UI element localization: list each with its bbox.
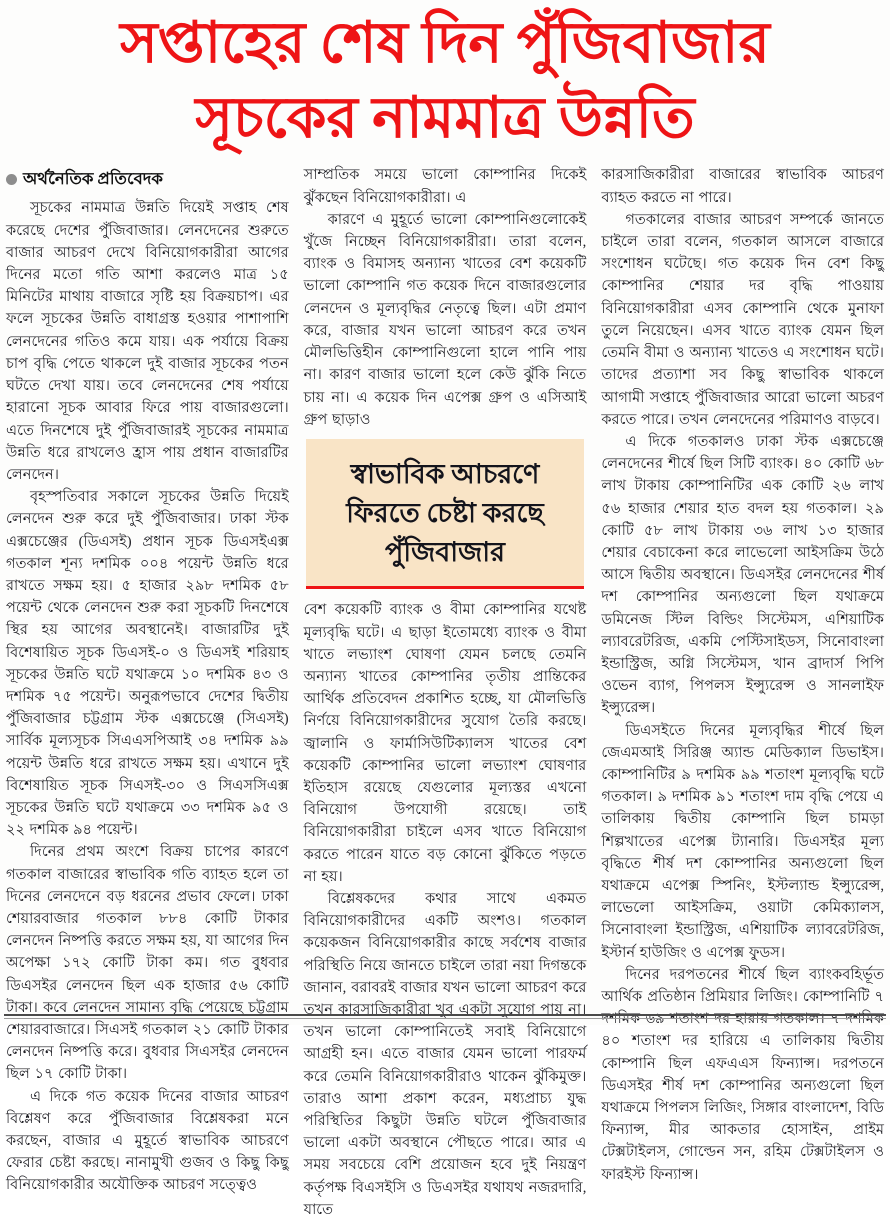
paragraph: দিনের প্রথম অংশে বিক্রয় চাপের কারণে গতকাল বাজারের স্বাভাবিক গতি ব্যাহত হলে তা দিনের লেনদেনে বড় ধরনের প্রভাব ফেলে। ঢাকা শেয়ারবাজার গতকাল ৮৮৪ কোটি টাকার লেনদেন নিষ্পত্তি করতে সক্ষম হয়, যা আগের দিন অপেক্ষা ১৭২ কোটি টাকা কম। গত বুধবার ডিএসইর লেনদেন ছিল এক হাজার ৫৬ কোটি টাকা। কবে লেনদেন সামান্য বৃদ্ধি পেয়েছে চট্টগ্রাম শেয়ারবাজারে। সিএসই গতকাল ২১ কোটি টাকার লেনদেন নিষ্পত্তি করে। বুধবার সিএসইর লেনদেন ছিল ১৭ কোটি টাকা। (6, 844, 289, 1083)
paragraph: কারণে এ মুহূর্তে ভালো কোম্পানিগুলোকেই খুঁজে নিচ্ছেন বিনিয়োগকারীরা। তারা বলেন, ব্যাংক ও বিমাসহ অন্যান্য খাতের বেশ কয়েকটি ভালো কোম্পানি গত কয়েক দিনে বাজারগুলোর লেনদেন ও মূল্যবৃদ্ধির নেতৃত্বে ছিল। এটা প্রমাণ করে, বাজার যখন ভালো আচরণ করে তখন মৌলভিত্তিহীন কোম্পানিগুলো হালে পানি পায় না। কারণ বাজার ভালো হলে কেউ ঝুঁকি নিতে চায় না। এ কয়েক দিন এপেক্স গ্রুপ ও এসিআই গ্রুপ ছাড়াও (303, 211, 587, 428)
paragraph: কারসাজিকারীরা বাজারের স্বাভাবিক আচরণ ব্যাহত করতে না পারে। (601, 167, 885, 206)
paragraph: সাম্প্রতিক সময়ে ভালো কোম্পানির দিকেই ঝুঁকছেন বিনিয়োগকারীরা। এ (303, 167, 587, 206)
headline-line-1: সপ্তাহের শেষ দিন পুঁজিবাজার (120, 12, 770, 75)
pull-quote-line-3: পুঁজিবাজার (385, 537, 505, 568)
article-column-2 (304, 164, 587, 1221)
pull-quote-line-1: স্বাভাবিক আচরণে (350, 458, 540, 489)
pull-quote-line-2: ফিরতে চেষ্টা করছে (346, 498, 544, 529)
bottom-divider (4, 1014, 886, 1019)
paragraph: এ দিকে গত কয়েক দিনের বাজার আচরণ বিশ্লেষণ করে পুঁজিবাজার বিশ্লেষকরা মনে করছেন, বাজার এ মুহূর্তে স্বাভাবিক আচরণে ফেরার চেষ্টা করছে। নানামুখী গুজব ও কিছু কিছু বিনিয়োগকারীর অযৌক্তিক আচরণ সত্ত্বেও (6, 1088, 289, 1194)
byline (6, 166, 289, 193)
headline-line-2: সূচকের নামমাত্র উন্নতি (195, 87, 695, 151)
pull-quote-box (306, 439, 585, 589)
article-body (0, 156, 890, 1221)
paragraph: বেশ কয়েকটি ব্যাংক ও বীমা কোম্পানির যথেষ্ট মূল্যবৃদ্ধি ঘটে। এ ছাড়া ইতোমধ্যে ব্যাংক ও বীমা খাতে লভ্যাংশ ঘোষণা যেমন চলছে তেমনি অন্যান্য খাতের কোম্পানির তৃতীয় প্রান্তিকের আর্থিক প্রতিবেদন প্রকাশিত হচ্ছে, যা মৌলভিত্তি নির্ণয়ে বিনিয়োগকারীদের সুযোগ তৈরি করছে। জ্বালানি ও ফার্মাসিউটিক্যালস খাতের বেশ কয়েকটি কোম্পানির ভালো লভ্যাংশ ঘোষণার ইতিহাস রয়েছে যেগুলোর মূল্যস্তর এখনো বিনিয়োগ উপযোগী রয়েছে। তাই বিনিয়োগকারীরা চাইলে এসব খাতে বিনিয়োগ করতে পারেন যাতে বড় কোনো ঝুঁকিতে পড়তে না হয়। (303, 602, 587, 885)
paragraph: এ দিকে গতকালও ঢাকা স্টক এক্সচেঞ্জে লেনদেনের শীর্ষে ছিল সিটি ব্যাংক। ৪০ কোটি ৬৮ লাখ টাকায় কোম্পানিটির এক কোটি ২৬ লাখ ৫৬ হাজার শেয়ার হাত বদল হয় গতকাল। ২৯ কোটি ৫৮ লাখ টাকায় ৩৬ লাখ ১৩ হাজার শেয়ার বেচাকেনা করে লাভেলো আইসক্রিম উঠে আসে দ্বিতীয় অবস্থানে। ডিএসইর লেনদেনের শীর্ষ দশ কোম্পানির অন্যগুলো ছিল যথাক্রমে ডমিনেজ স্টিল বিল্ডিং সিস্টেমস, এশিয়াটিক ল্যাবরেটরিজ, একমি পেস্টিসাইডস, সিনোবাংলা ইন্ডাস্ট্রিজ, অগ্নি সিস্টেমস, খান ব্রাদার্স পিপি ওভেন ব্যাগ, পিপলস ইন্স্যুরেন্স ও সানলাইফ ইন্স্যুরেন্স। (601, 433, 885, 717)
article-column-1 (6, 164, 289, 1221)
paragraph: বিশ্লেষকদের কথার সাথে একমত বিনিয়োগকারীদের একটি অংশও। গতকাল কয়েকজন বিনিয়োগকারীর কাছে সর্বশেষ বাজার পরিস্থিতি নিয়ে জানতে চাইলে তারা নয়া দিগন্তকে জানান, বরাবরই বাজার যখন ভালো আচরণ করে তখন কারসাজিকারীরা খুব একটা সুযোগ পায় না। তখন ভালো কোম্পানিতেই সবাই বিনিয়োগে আগ্রহী হন। এতে বাজার যেমন ভালো পারফর্ম করে তেমনি বিনিয়োগকারীরাও থাকেন ঝুঁকিমুক্ত। তারাও আশা প্রকাশ করেন, মধ্যপ্রাচ্য যুদ্ধ পরিস্থিতির কিছুটা উন্নতি ঘটলে পুঁজিবাজার ভালো একটা অবস্থানে পৌছতে পারে। আর এ সময় সবচেয়ে বেশি প্রয়োজন হবে দুই নিয়ন্ত্রণ কর্তৃপক্ষ বিএসইসি ও ডিএসইর যথাযথ নজরদারি, যাতে (303, 890, 587, 1218)
paragraph: সূচকের নামমাত্র উন্নতি দিয়েই সপ্তাহ শেষ করেছে দেশের পুঁজিবাজার। লেনদেনের শুরুতে বাজার আচরণ দেখে বিনিয়োগকারীরা আগের দিনের মতো গতি আশা করলেও মাত্র ১৫ মিনিটের মাথায় বাজারে সৃষ্টি হয় বিক্রয়চাপ। এর ফলে সূচকের উন্নতি বাধাগ্রস্ত হওয়ার পাশাপাশি লেনদেনের গতিও কমে যায়। এক পর্যায়ে বিক্রয় চাপ বৃদ্ধি পেতে থাকলে দুই বাজার সূচকের পতন ঘটতে দেখা যায়। তবে লেনদেনের শেষ পর্যায়ে হারানো সূচক আবার ফিরে পায় বাজারগুলো। এতে দিনশেষে দুই পুঁজিবাজারই সূচকের নামমাত্র উন্নতি ধরে রাখলেও হ্রাস পায় প্রধান বাজারটির লেনদেন। (6, 200, 289, 483)
byline-bullet-icon (6, 174, 17, 185)
paragraph: দিনের দরপতনের শীর্ষে ছিল ব্যাংকবহির্ভূত আর্থিক প্রতিষ্ঠান প্রিমিয়ার লিজিং। কোম্পানিটি ৭ দশমিক ৬৯ শতাংশ দর হারায় গতকাল। ৭ দশমিক ৪০ শতাংশ দর হারিয়ে এ তালিকায় দ্বিতীয় কোম্পানি ছিল এফএএস ফিন্যান্স। দরপতনে ডিএসইর শীর্ষ দশ কোম্পানির অন্যগুলো ছিল যথাক্রমে পিপলস লিজিং, সিঙ্গার বাংলাদেশ, বিডি ফিন্যান্স, মীর আকতার হোসাইন, প্রাইম টেক্সটাইলস, গোল্ডেন সন, রহিম টেক্সটাইলস ও ফারইস্ট ফিন্যান্স। (601, 966, 885, 1183)
byline-text: অর্থনৈতিক প্রতিবেদক (23, 169, 163, 189)
paragraph: বৃহস্পতিবার সকালে সূচকের উন্নতি দিয়েই লেনদেন শুরু করে দুই পুঁজিবাজার। ঢাকা স্টক এক্সচেঞ্জের (ডিএসই) প্রধান সূচক ডিএসইএক্স গতকাল শূন্য দশমিক ০০৪ পয়েন্ট উন্নতি ধরে রাখতে সক্ষম হয়। ৫ হাজার ২৯৮ দশমিক ৫৮ পয়েন্ট থেকে লেনদেন শুরু করা সূচকটি দিনশেষে স্থির হয় আগের অবস্থানেই। বাজারটির দুই বিশেষায়িত সূচক ডিএসই-০ ও ডিএসই শরিয়াহ সূচকের উন্নতি ঘটে যথাক্রমে ১০ দশমিক ৪৩ ও দশমিক ৭৫ পয়েন্ট। অনুরূপভাবে দেশের দ্বিতীয় পুঁজিবাজার চট্টগ্রাম স্টক এক্সচেঞ্জে (সিএসই) সার্বিক মূল্যসূচক সিএএসপিআই ৩৪ দশমিক ৯৯ পয়েন্ট উন্নতি ধরে রাখতে সক্ষম হয়। এখানে দুই বিশেষায়িত সূচক সিএসই-৩০ ও সিএসসিএক্স সূচকের উন্নতি ঘটে যথাক্রমে ৩৩ দশমিক ৯৫ ও ২২ দশমিক ৯৪ পয়েন্ট। (6, 489, 289, 839)
article-headline (0, 0, 890, 156)
paragraph: ডিএসইতে দিনের মূল্যবৃদ্ধির শীর্ষে ছিল জেএমআই সিরিঞ্জ অ্যান্ড মেডিক্যাল ডিভাইস। কোম্পানিটির ৯ দশমিক ৯৯ শতাংশ মূল্যবৃদ্ধি ঘটে গতকাল। ৯ দশমিক ৯১ শতাংশ দাম বৃদ্ধি পেয়ে এ তালিকায় দ্বিতীয় কোম্পানি ছিল চামড়া শিল্পখাতের এপেক্স ট্যানারি। ডিএসইর মূল্য বৃদ্ধিতে শীর্ষ দশ কোম্পানির অন্যগুলো ছিল যথাক্রমে এপেক্স স্পিনিং, ইস্টল্যান্ড ইন্স্যুরেন্স, লাভেলো আইসক্রিম, ওয়াটা কেমিক্যালস, সিনোবাংলা ইন্ডাস্ট্রিজ, এশিয়াটিক ল্যাবরেটরিজ, ইস্টার্ন হাউজিং ও এপেক্স ফুডস। (601, 722, 885, 961)
paragraph: গতকালের বাজার আচরণ সম্পর্কে জানতে চাইলে তারা বলেন, গতকাল আসলে বাজারে সংশোধন ঘটেছে। গত কয়েক দিন বেশ কিছু কোম্পানির শেয়ার দর বৃদ্ধি পাওয়ায় বিনিয়োগকারীরা এসব কোম্পানি থেকে মুনাফা তুলে নিয়েছেন। এসব খাতে ব্যাংক যেমন ছিল তেমনি বীমা ও অন্যান্য খাতেও এ সংশোধন ঘটে। তাদের প্রত্যাশা সব কিছু স্বাভাবিক থাকলে আগামী সপ্তাহে পুঁজিবাজার আরো ভালো অচরণ করতে পারে। তখন লেনদেনের পরিমাণও বাড়বে। (601, 211, 885, 428)
article-column-3 (601, 164, 884, 1221)
